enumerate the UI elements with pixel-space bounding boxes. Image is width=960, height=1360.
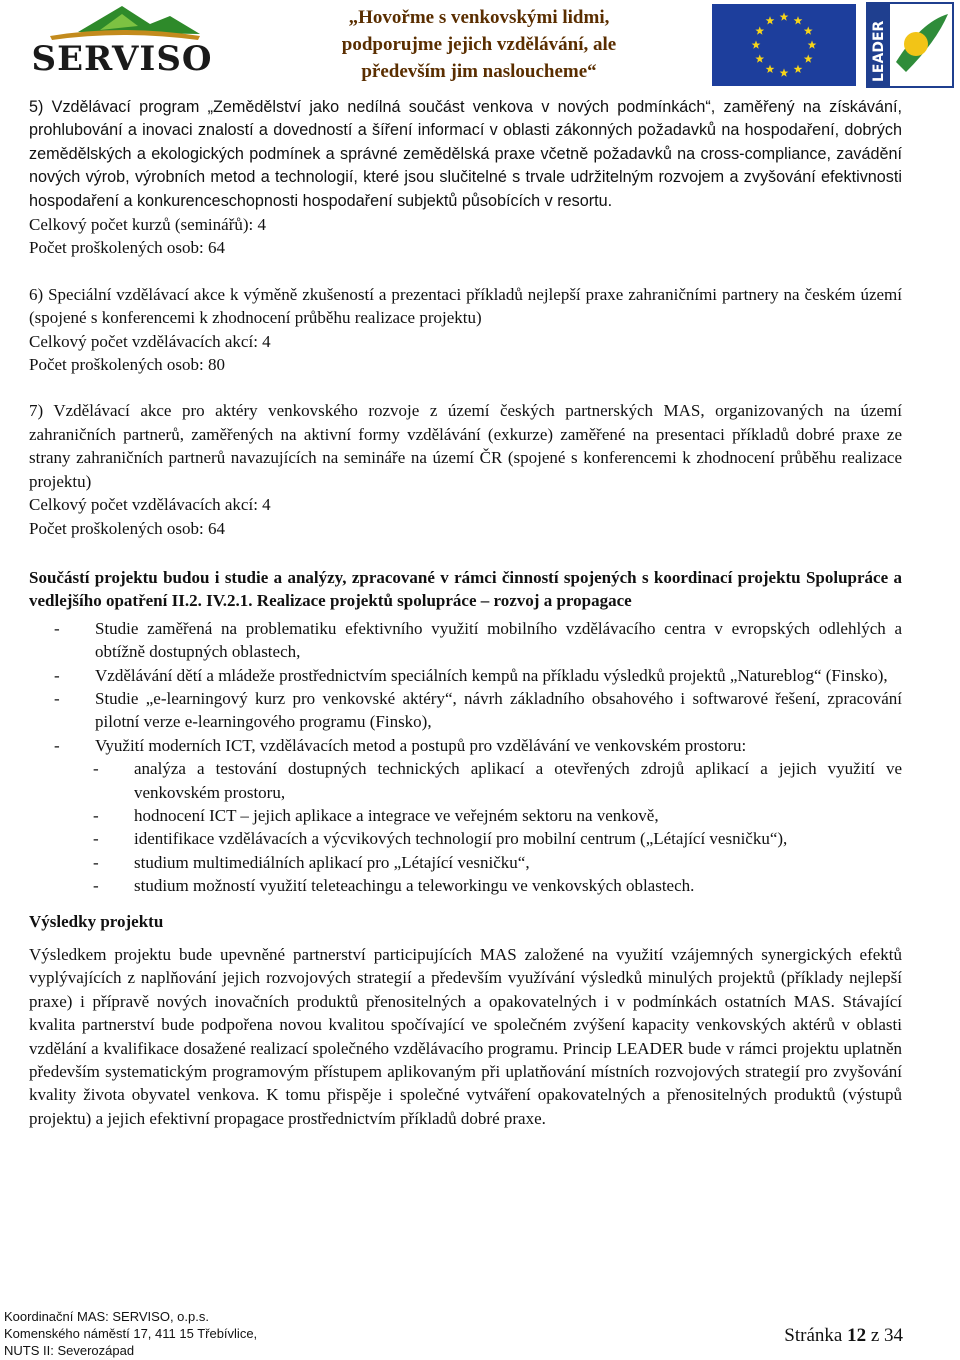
results-heading: Výsledky projektu (29, 911, 164, 931)
item-6-persons-count: Počet proškolených osob: 80 (29, 355, 225, 375)
footer-coordinator: Koordinační MAS: SERVISO, o.p.s. (4, 1309, 209, 1324)
list-dash: - (54, 688, 60, 708)
current-page: 12 (847, 1325, 867, 1346)
serviso-logo-text: SERVISO (31, 39, 213, 78)
list-item: - hodnocení ICT – jejich aplikace a integrace ve veřejném sektoru na venkově, (29, 804, 902, 827)
header-quote (270, 4, 688, 85)
item-7-description: 7) Vzdělávací akce pro aktéry venkovského rozvoje z území českých partnerských MAS, organizovaných na území zahraničních partnerů, zaměřených na aktivní formy vzdělávání (exkurze) zaměřené na presentaci příkladů dobré praxe ze strany zahraničních partnerů navazujících na semináře na území ČR (spojené s konferencemi k zhodnocení průběhu realizace projektu) (29, 401, 902, 491)
header-quote-line-1: „Hovořme s venkovskými lidmi, (348, 7, 610, 28)
list-item: - Využití moderních ICT, vzdělávacích metod a postupů pro vzdělávání ve venkovském prostoru: (29, 734, 902, 757)
header-quote-line-3: především jim nasloucheme“ (361, 61, 597, 82)
item-7-persons-count: Počet proškolených osob: 64 (29, 518, 225, 538)
studies-heading: Součástí projektu budou i studie a analýzy, zpracované v rámci činností spojených s koordinací projektu Spolupráce a vedlejšího opatření II.2. IV.2.1. Realizace projektů spolupráce – rozvoj a propagace (29, 567, 902, 611)
list-item: - Studie „e-learningový kurz pro venkovské aktéry“, návrh základního obsahového i softwarové řešení, zpracování pilotní verze e-learningového programu (Finsko), (54, 688, 902, 732)
results-text: Výsledkem projektu bude upevněné partnerství participujících MAS založené na využití vzájemných synergických efektů vyplývajících z naplňování jejich rozvojových strategií a především využívání výsledků minulých projektů (příklady nejlepší praxe) i přípravě nových inovačních produktů přenositelných a opakovatelných i v podmínkách ostatních MAS. Stávající kvalita partnerství bude podpořena novou kvalitou spočívající ve společném zvýšení kapacity venkovských aktérů v oblasti vzdělání a kvalifikace dosažené realizací společného vzdělávacího programu. Princip LEADER bude v rámci projektu uplatněn především systematickým programovým přístupem aplikovaným při uplatňování místních rozvojových strategií pro zvyšování kvality života obyvatel venkova. K tomu přispěje i společné vytváření opakovatelných a přenositelných produktů (výstupů projektu) a jejich efektivní propagace prostřednictvím příkladů dobré praxe. (29, 945, 902, 1128)
list-item: - Vzdělávání dětí a mládeže prostřednictvím speciálních kempů na příkladu výsledků projektů „Natureblog“ (Finsko), (29, 664, 902, 687)
list-item: - Studie zaměřená na problematiku efektivního využití mobilního vzdělávacího centra v evropských odlehlých a obtížně dostupných oblastech, (54, 618, 902, 662)
header-quote-line-2: podporujme jejich vzdělávání, ale (341, 34, 617, 55)
list-item: - identifikace vzdělávacích a výcvikových technologií pro mobilní centrum („Létající vesničku“), (29, 827, 902, 850)
item-7-actions-count: Celkový počet vzdělávacích akcí: 4 (29, 495, 271, 515)
list-dash: - (93, 759, 99, 779)
list-item: - studium multimediálních aplikací pro „Létající vesničku“, (29, 851, 902, 874)
item-5-courses-count: Celkový počet kurzů (seminářů): 4 (29, 215, 266, 235)
footer-street: Komenského náměstí 17, 411 15 Třebívlice, (4, 1326, 258, 1341)
item-5-description: 5) Vzdělávací program „Zemědělství jako nedílná součást venkova v nových podmínkách“, zaměřený na získávání, prohlubování a inovaci znalostí a dovedností a šíření informací v oblasti zákonných požadavků na hospodaření, dobrých zemědělských a ekologických podmínek a správné zemědělská praxe včetně požadavků na cross-compliance, zavádění nových výrob, výrobních metod a technologií, které jsou slučitelné s trvale udržitelným rozvojem a zvyšování efektivnosti hospodaření a konkurenceschopnosti hospodaření subjektů působících v resortu. (29, 98, 902, 210)
list-dash: - (93, 852, 99, 872)
studies-list (29, 617, 902, 757)
item-5-persons-count: Počet proškolených osob: 64 (29, 238, 225, 258)
list-item: - analýza a testování dostupných technických aplikací a otevřených zdrojů aplikací a jejich využití ve venkovském prostoru, (93, 759, 902, 802)
footer-address (4, 1308, 404, 1359)
footer-nuts: NUTS II: Severozápad (4, 1343, 135, 1358)
ict-sub-list (29, 757, 902, 897)
serviso-logo (30, 6, 215, 78)
list-dash: - (54, 618, 60, 638)
total-pages: 34 (884, 1325, 903, 1346)
page-number: Stránka 12 z 34 (784, 1325, 903, 1346)
item-6-actions-count: Celkový počet vzdělávacích akcí: 4 (29, 331, 271, 351)
list-dash: - (93, 805, 99, 825)
list-dash: - (93, 829, 99, 849)
list-item: - studium možností využití teleteachingu a teleworkingu ve venkovských oblastech. (29, 874, 902, 897)
list-dash: - (54, 665, 60, 685)
list-dash: - (54, 735, 60, 755)
document-body (29, 96, 902, 1130)
eu-flag-logo (712, 4, 856, 86)
item-6-description: 6) Speciální vzdělávací akce k výměně zkušeností a prezentaci příkladů nejlepší praxe zahraničními partnery na českém území (spojené s konferencemi k zhodnocení průběhu realizace projektu) (29, 284, 902, 328)
leader-logo (866, 2, 954, 88)
leader-logo-text: LEADER (871, 20, 887, 82)
list-dash: - (93, 876, 99, 896)
